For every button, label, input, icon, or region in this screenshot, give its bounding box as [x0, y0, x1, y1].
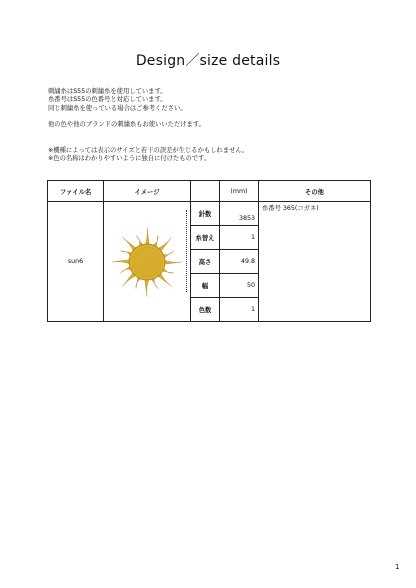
row-value-colors: 1 [220, 298, 259, 322]
row-value-stitches: 3853 [220, 202, 259, 226]
note-line: 刺繍糸はS55の刺繍糸を使用しています。 [48, 88, 167, 95]
filename-cell: sun6 [48, 202, 104, 322]
row-label-width: 幅 [191, 274, 220, 298]
notes-block [48, 88, 248, 163]
note-line: 同じ刺繍糸を使っている場合はご参考ください。 [48, 104, 187, 112]
row-value-width: 50 [220, 274, 259, 298]
image-cell [104, 202, 191, 322]
page-title: Design／size details [135, 53, 281, 69]
row-label-color-changes: 糸替え [191, 226, 220, 250]
row-value-color-changes: 1 [220, 226, 259, 250]
other-info-cell: 糸番号 365(コガネ) [259, 202, 371, 322]
note-line: 他の色や他のブランドの刺繍糸もお使いいただけます。 [48, 121, 205, 129]
header-filename: ファイル名 [48, 181, 104, 202]
spec-table [47, 180, 371, 322]
note-line: ※機種によっては表示のサイズと若干の誤差が生じるかもしれません。 [48, 146, 249, 154]
header-blank [191, 181, 220, 202]
row-label-height: 高さ [191, 250, 220, 274]
row-value-height: 49.8 [220, 250, 259, 274]
sun-ray [144, 277, 149, 296]
sun-ray [112, 259, 131, 264]
table-header-row [48, 181, 371, 202]
dotted-divider [186, 210, 187, 292]
sun-ray [144, 227, 149, 246]
sun-embroidery-icon [111, 226, 183, 298]
sun-ray [163, 259, 182, 264]
page-number: 1 [395, 563, 400, 571]
header-unit: (mm) [220, 181, 259, 202]
table-row [48, 202, 371, 226]
header-image: イメージ [104, 181, 191, 202]
row-label-colors: 色数 [191, 298, 220, 322]
row-label-stitches: 針数 [191, 202, 220, 226]
note-line: 糸番号はS55の色番号と対応しています。 [48, 96, 167, 104]
note-line: ※色の名称はわかりやすいように独自に付けたものです。 [48, 155, 211, 163]
header-other: その他 [259, 181, 371, 202]
